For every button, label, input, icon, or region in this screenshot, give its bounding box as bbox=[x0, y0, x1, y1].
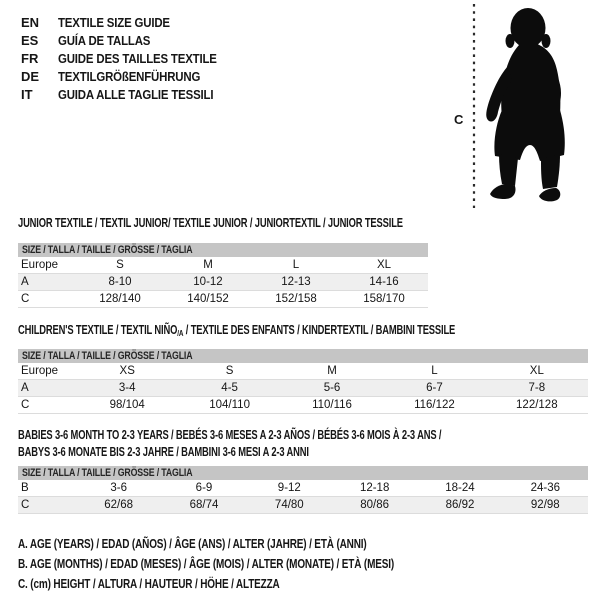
table-row bbox=[18, 291, 428, 308]
row-label: C bbox=[21, 499, 30, 511]
cell: XS bbox=[119, 365, 135, 377]
children-size-table bbox=[18, 349, 588, 414]
junior-size-table bbox=[18, 243, 428, 308]
size-header-bar: SIZE / TALLA / TAILLE / GRÖSSE / TAGLIA bbox=[18, 243, 428, 257]
row-label: A bbox=[21, 276, 29, 288]
cell: S bbox=[225, 365, 234, 377]
table-row bbox=[18, 257, 428, 274]
babies-section-title: BABIES 3-6 MONTH TO 2-3 YEARS / BEBÉS 3-6 MESES A 2-3 AÑOS / BÉBÉS 3-6 MOIS À 2-3 ANS / BABYS 3-6 MONATE BIS 2-3 JAHRE / BAMBINI 3-6 MESI A 2-3 ANNI bbox=[18, 428, 442, 459]
cell: M bbox=[203, 259, 213, 271]
row-label: C bbox=[21, 399, 30, 411]
guide-title-en: TEXTILE SIZE GUIDE bbox=[58, 14, 170, 30]
cell: 5-6 bbox=[323, 382, 341, 394]
height-figure bbox=[450, 2, 600, 214]
cell: 24-36 bbox=[530, 482, 561, 494]
guide-title-fr: GUIDE DES TAILLES TEXTILE bbox=[58, 50, 217, 66]
table-row bbox=[18, 363, 588, 380]
cell: 122/128 bbox=[516, 399, 558, 411]
table-row bbox=[18, 397, 588, 414]
guide-title-de: TEXTILGRÖßENFÜHRUNG bbox=[58, 68, 201, 84]
language-code: IT bbox=[21, 86, 33, 102]
language-row-it bbox=[21, 85, 238, 103]
height-label: C bbox=[454, 112, 464, 127]
cell: 92/98 bbox=[530, 499, 560, 511]
cell: 110/116 bbox=[312, 399, 352, 411]
size-header-bar: SIZE / TALLA / TAILLE / GRÖSSE / TAGLIA bbox=[18, 349, 588, 363]
cell: 6-7 bbox=[426, 382, 443, 394]
cell: 62/68 bbox=[104, 499, 134, 511]
cell: M bbox=[327, 365, 337, 377]
footnote-a: A. AGE (YEARS) / EDAD (AÑOS) / ÂGE (ANS) / ALTER (JAHRE) / ETÀ (ANNI) bbox=[18, 537, 367, 551]
cell: 86/92 bbox=[445, 499, 475, 511]
cell: 158/170 bbox=[363, 293, 405, 305]
language-code: EN bbox=[21, 14, 40, 30]
row-label: Europe bbox=[21, 365, 59, 377]
row-label: C bbox=[21, 293, 30, 305]
cell: 3-4 bbox=[118, 382, 136, 394]
language-row-es bbox=[21, 31, 238, 49]
cell: 4-5 bbox=[221, 382, 238, 394]
junior-section-title: JUNIOR TEXTILE / TEXTIL JUNIOR/ TEXTILE JUNIOR / JUNIORTEXTIL / JUNIOR TESSILE bbox=[18, 216, 403, 230]
cell: 104/110 bbox=[209, 399, 250, 411]
language-row-en bbox=[21, 13, 238, 31]
language-code: FR bbox=[21, 50, 39, 66]
cell: 68/74 bbox=[189, 499, 219, 511]
cell: S bbox=[116, 259, 124, 271]
row-label: A bbox=[21, 382, 29, 394]
babies-size-table bbox=[18, 466, 588, 514]
cell: XL bbox=[376, 259, 392, 271]
cell: 116/122 bbox=[414, 399, 455, 411]
table-row bbox=[18, 274, 428, 291]
children-section-title: CHILDREN'S TEXTILE / TEXTIL $NIÑO_{/A}$ / TEXTILE DES ENFANTS / KINDERTEXTIL / BAMBINI TESSILE bbox=[18, 323, 456, 338]
footnotes bbox=[18, 537, 488, 597]
footnote-c: C. (cm) HEIGHT / ALTURA / HAUTEUR / HÖHE / ALTEZZA bbox=[18, 577, 280, 591]
cell: 12-18 bbox=[359, 482, 390, 494]
guide-title-es: GUÍA DE TALLAS bbox=[58, 32, 151, 48]
cell: 140/152 bbox=[187, 293, 229, 305]
footnote-b: B. AGE (MONTHS) / EDAD (MESES) / ÂGE (MOIS) / ALTER (MONATE) / ETÀ (MESI) bbox=[18, 557, 395, 571]
cell: 128/140 bbox=[99, 293, 141, 305]
cell: 98/104 bbox=[109, 399, 145, 411]
row-label: B bbox=[21, 482, 29, 494]
cell: 7-8 bbox=[528, 382, 546, 394]
cell: 12-13 bbox=[281, 276, 311, 288]
cell: L bbox=[292, 259, 300, 271]
cell: L bbox=[431, 365, 438, 377]
table-row bbox=[18, 480, 588, 497]
guide-title-it: GUIDA ALLE TAGLIE TESSILI bbox=[58, 86, 214, 102]
baby-silhouette-icon bbox=[486, 8, 565, 201]
language-row-de bbox=[21, 67, 238, 85]
cell: 80/86 bbox=[360, 499, 390, 511]
table-row bbox=[18, 380, 588, 397]
row-label: Europe bbox=[21, 259, 59, 271]
cell: 152/158 bbox=[275, 293, 317, 305]
language-title-list bbox=[21, 13, 238, 103]
cell: 10-12 bbox=[193, 276, 223, 288]
language-code: ES bbox=[21, 32, 39, 48]
cell: 8-10 bbox=[108, 276, 132, 288]
cell: 9-12 bbox=[277, 482, 301, 494]
cell: 18-24 bbox=[445, 482, 475, 494]
cell: 14-16 bbox=[369, 276, 399, 288]
size-header-bar: SIZE / TALLA / TAILLE / GRÖSSE / TAGLIA bbox=[18, 466, 588, 480]
language-code: DE bbox=[21, 68, 40, 84]
table-row bbox=[18, 497, 588, 514]
title-subscript: /A bbox=[177, 328, 184, 338]
cell: 6-9 bbox=[195, 482, 213, 494]
cell: 3-6 bbox=[110, 482, 127, 494]
cell: XL bbox=[529, 365, 544, 377]
cell: 74/80 bbox=[274, 499, 304, 511]
language-row-fr bbox=[21, 49, 238, 67]
